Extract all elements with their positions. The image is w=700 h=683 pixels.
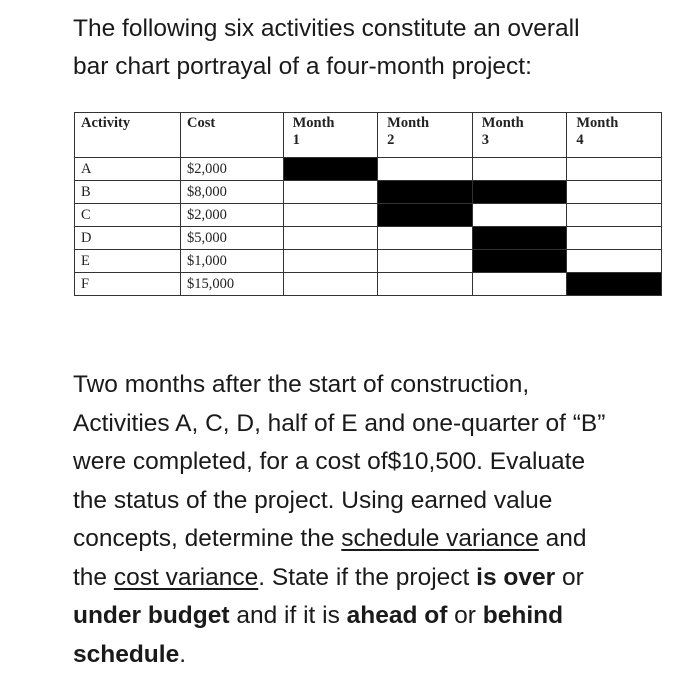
table-row bbox=[75, 250, 662, 273]
month-3-cell bbox=[472, 273, 567, 296]
activity-bar-chart-table bbox=[74, 112, 662, 296]
table-row bbox=[75, 158, 662, 181]
month-1-cell bbox=[283, 273, 378, 296]
intro-paragraph bbox=[73, 10, 673, 86]
activity-cell: F bbox=[75, 273, 181, 296]
month-3-bar bbox=[472, 181, 567, 204]
month-4-cell bbox=[567, 181, 662, 204]
table-row bbox=[75, 227, 662, 250]
month-3-bar bbox=[472, 227, 567, 250]
activity-cell: B bbox=[75, 181, 181, 204]
cost-cell: $8,000 bbox=[181, 181, 284, 204]
header-month-1: Month 1 bbox=[283, 113, 378, 158]
intro-line-2: bar chart portrayal of a four-month project: bbox=[73, 53, 532, 80]
month-2-cell bbox=[378, 158, 473, 181]
month-1-cell bbox=[283, 227, 378, 250]
schedule-bold: schedule bbox=[73, 640, 180, 668]
month-2-bar bbox=[378, 181, 473, 204]
behind-bold: behind bbox=[482, 602, 564, 629]
month-4-cell bbox=[567, 227, 662, 250]
header-activity: Activity bbox=[75, 113, 181, 158]
month-1-cell bbox=[283, 204, 378, 227]
month-3-cell bbox=[472, 204, 567, 227]
activity-cell: D bbox=[75, 227, 181, 250]
activity-cell: A bbox=[75, 158, 181, 181]
cost-variance-term: cost variance bbox=[113, 563, 259, 591]
month-3-bar bbox=[472, 250, 567, 273]
question-line-4: the status of the project. Using earned value bbox=[73, 486, 553, 514]
cost-cell: $5,000 bbox=[181, 227, 284, 250]
cost-cell: $2,000 bbox=[181, 158, 284, 181]
intro-line-1: The following six activities constitute an overall bbox=[73, 15, 580, 42]
question-line-6-mid: . State if the project bbox=[258, 563, 477, 591]
question-line-6-start: the bbox=[73, 563, 114, 591]
question-line-3: were completed, for a cost of$10,500. Evaluate bbox=[73, 448, 586, 475]
month-1-cell bbox=[283, 250, 378, 273]
header-month-4: Month 4 bbox=[567, 113, 662, 158]
month-1-bar bbox=[283, 158, 378, 181]
question-line-2: Activities A, C, D, half of E and one-quarter of “B” bbox=[73, 409, 606, 437]
month-3-cell bbox=[472, 158, 567, 181]
header-month-3: Month 3 bbox=[472, 113, 567, 158]
table-row bbox=[75, 181, 662, 204]
month-4-cell bbox=[567, 250, 662, 273]
month-1-cell bbox=[283, 181, 378, 204]
schedule-variance-term: schedule variance bbox=[341, 525, 539, 552]
cost-cell: $2,000 bbox=[181, 204, 284, 227]
question-line-5-start: concepts, determine the bbox=[73, 525, 342, 552]
header-row bbox=[75, 113, 662, 158]
question-line-6-end: or bbox=[555, 563, 584, 591]
question-line-7-or: or bbox=[447, 602, 483, 629]
table-row bbox=[75, 273, 662, 296]
question-line-1: Two months after the start of construction, bbox=[73, 371, 530, 398]
month-2-cell bbox=[378, 273, 473, 296]
month-2-cell bbox=[378, 227, 473, 250]
month-4-cell bbox=[567, 158, 662, 181]
table-row bbox=[75, 204, 662, 227]
is-over-bold: is over bbox=[476, 563, 556, 591]
question-line-8-end: . bbox=[179, 640, 187, 668]
activity-cell: E bbox=[75, 250, 181, 273]
cost-cell: $15,000 bbox=[181, 273, 284, 296]
question-paragraph bbox=[73, 366, 673, 674]
question-line-5-end: and bbox=[538, 525, 587, 552]
question-line-7-mid: and if it is bbox=[229, 602, 347, 629]
activity-cell: C bbox=[75, 204, 181, 227]
header-month-2: Month 2 bbox=[378, 113, 473, 158]
month-4-cell bbox=[567, 204, 662, 227]
under-budget-bold: under budget bbox=[73, 602, 230, 629]
ahead-of-bold: ahead of bbox=[346, 602, 448, 629]
header-cost: Cost bbox=[181, 113, 284, 158]
cost-cell: $1,000 bbox=[181, 250, 284, 273]
month-4-bar bbox=[567, 273, 662, 296]
month-2-bar bbox=[378, 204, 473, 227]
month-2-cell bbox=[378, 250, 473, 273]
